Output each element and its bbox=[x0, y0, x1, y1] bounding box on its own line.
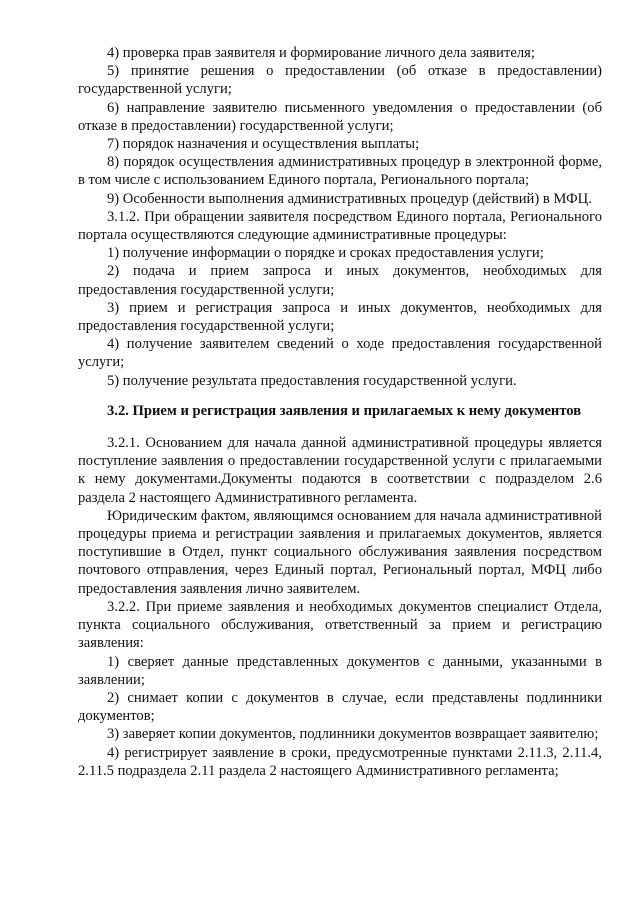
paragraph: 2) снимает копии с документов в случае, если представлены подлинники документов; bbox=[78, 689, 602, 725]
paragraph: 2) подача и прием запроса и иных документов, необходимых для предоставления государственной услуги; bbox=[78, 263, 602, 298]
document-page bbox=[78, 44, 602, 780]
paragraph: 4) регистрирует заявление в сроки, предусмотренные пунктами 2.11.3, 2.11.4, 2.11.5 подраздела 2.11 раздела 2 настоящего Административного регламента; bbox=[78, 744, 602, 779]
paragraph: 4) получение заявителем сведений о ходе предоставления государственной услуги; bbox=[78, 336, 602, 371]
paragraph: 3.2.1. Основанием для начала данной административной процедуры является поступление заявления о предоставлении государственной услуги с прилагаемыми к нему документами.Документы подаются в соответствии с подразделом 2.6 раздела 2 настоящего Административного регламента. bbox=[78, 435, 602, 506]
section-heading: 3.2. Прием и регистрация заявления и прилагаемых к нему документов bbox=[107, 402, 582, 419]
paragraph: 8) порядок осуществления административных процедур в электронной форме, в том числе с использованием Единого портала, Регионального портала; bbox=[78, 154, 602, 189]
paragraph: 9) Особенности выполнения административных процедур (действий) в МФЦ. bbox=[107, 190, 592, 207]
paragraph: 5) принятие решения о предоставлении (об отказе в предоставлении) государственной услуги; bbox=[78, 63, 602, 98]
paragraph: 3) прием и регистрация запроса и иных документов, необходимых для предоставления государственной услуги; bbox=[78, 299, 602, 335]
paragraph: 5) получение результата предоставления государственной услуги. bbox=[107, 372, 517, 389]
paragraph: 3) заверяет копии документов, подлинники документов возвращает заявителю; bbox=[107, 726, 599, 743]
paragraph: 7) порядок назначения и осуществления выплаты; bbox=[107, 136, 420, 153]
paragraph: 1) сверяет данные представленных документов с данными, указанными в заявлении; bbox=[78, 653, 602, 688]
paragraph: 3.2.2. При приеме заявления и необходимых документов специалист Отдела, пункта социального обслуживания, ответственный за прием и регистрацию заявления: bbox=[78, 598, 602, 652]
paragraph: 1) получение информации о порядке и сроках предоставления услуги; bbox=[107, 245, 544, 262]
paragraph: 4) проверка прав заявителя и формирование личного дела заявителя; bbox=[107, 45, 535, 61]
paragraph: 6) направление заявителю письменного уведомления о предоставлении (об отказе в предоставлении) государственной услуги; bbox=[78, 99, 602, 134]
paragraph: Юридическим фактом, являющимся основанием для начала административной процедуры приема и регистрации заявления и прилагаемых документов, является поступившие в Отдел, пункт социального обслуживания заявления посредством почтового отправления, через Единый портал, Региональный портал, МФЦ либо предоставления заявления лично заявителем. bbox=[78, 507, 602, 597]
paragraph: 3.1.2. При обращении заявителя посредством Единого портала, Регионального портала осуществляются следующие административные процедуры: bbox=[78, 208, 602, 244]
